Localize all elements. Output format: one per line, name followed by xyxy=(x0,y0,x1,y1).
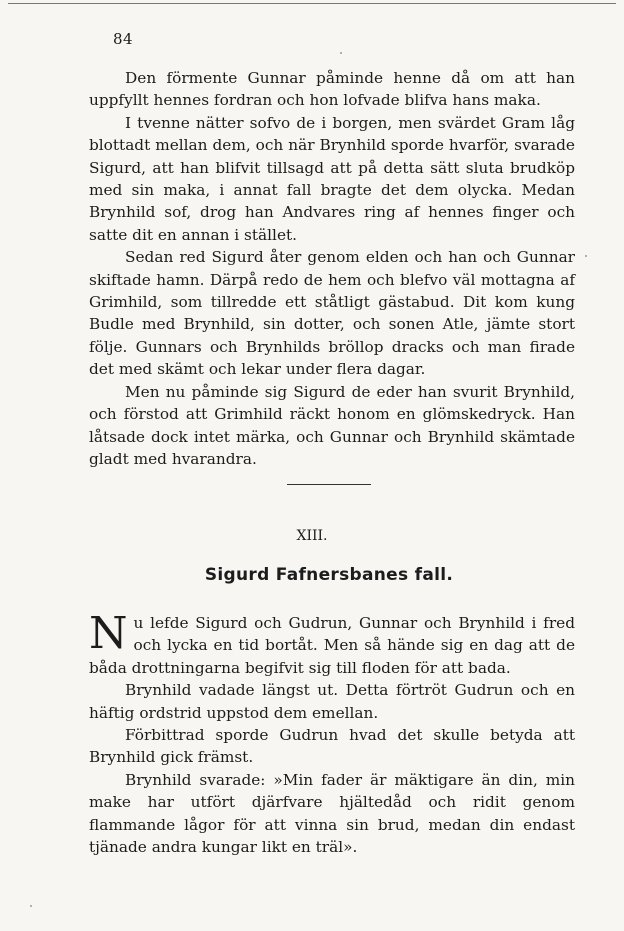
text-block-before-chapter xyxy=(89,67,575,470)
opening-paragraph-text: u lefde Sigurd och Gudrun, Gunnar och Brynhild i fred och lycka en tid bortåt. Men så hände sig en dag att de båda drottningarna begifvit sig till floden för att bada. xyxy=(89,614,575,677)
opening-paragraph xyxy=(89,608,575,679)
paragraph: Den förmente Gunnar påminde henne då om att han uppfyllt hennes fordran och hon lofvade blifva hans maka. xyxy=(89,69,575,110)
scan-speck xyxy=(30,905,32,907)
paragraph: Men nu påminde sig Sigurd de eder han svurit Brynhild, och förstod att Grimhild räckt honom en glömskedryck. Han låtsade dock intet märka, och Gunnar och Brynhild skämtade gladt med hvarandra. xyxy=(89,382,575,468)
scan-speck xyxy=(585,255,587,257)
page-number: 84 xyxy=(113,30,134,48)
paragraph: Brynhild vadade längst ut. Detta förtröt Gudrun och en häftig ordstrid uppstod dem emellan. xyxy=(89,681,575,722)
drop-cap: N xyxy=(89,608,128,659)
chapter-numeral: XIII. xyxy=(296,528,328,544)
scan-speck xyxy=(340,52,342,54)
top-border-rule xyxy=(8,3,616,4)
paragraph: Förbittrad sporde Gudrun hvad det skulle betyda att Brynhild gick främst. xyxy=(89,726,575,767)
paragraph: Brynhild svarade: »Min fader är mäktigare än din, min make har utfört djärfvare hjältedåd och ridit genom flammande lågor för att vinna sin brud, medan din endast tjänade andra kungar likt en träl». xyxy=(89,770,575,857)
paragraph: Sedan red Sigurd åter genom elden och han och Gunnar skiftade hamn. Därpå redo de hem och blefvo väl mottagna af Grimhild, som tillredde ett ståtligt gästabud. Dit kom kung Budle med Brynhild, sin dotter, och sonen Atle, jämte stort följe. Gunnars och Brynhilds bröllop dracks och man firade det med skämt och lekar under flera dagar. xyxy=(89,248,575,379)
text-block-chapter-start xyxy=(89,608,575,858)
chapter-title: Sigurd Fafnersbanes fall. xyxy=(204,565,454,585)
paragraph: I tvenne nätter sofvo de i borgen, men svärdet Gram låg blottadt mellan dem, och när Brynhild sporde hvarför, svarade Sigurd, att han blifvit tillsagd att på detta sätt sluta brudköp med sin maka, i annat fall bragte det dem olycka. Medan Brynhild sof, drog han Andvares ring af hennes finger och satte dit en annan i stället. xyxy=(89,113,575,244)
section-divider xyxy=(287,484,371,485)
